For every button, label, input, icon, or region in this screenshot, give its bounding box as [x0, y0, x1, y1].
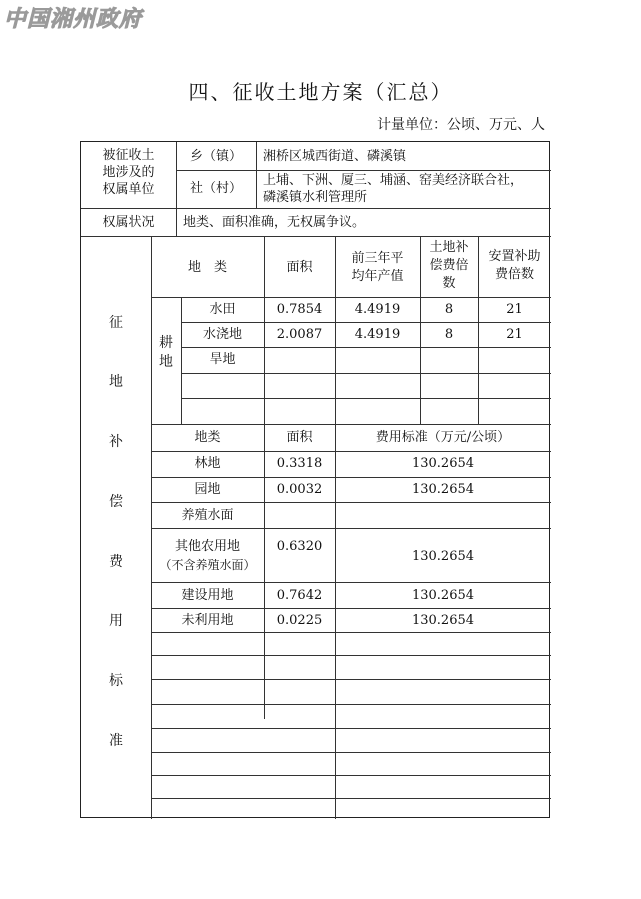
- side-label-char: 用: [109, 613, 123, 629]
- other-row-standard: 130.2654: [411, 456, 475, 471]
- other-header-area: 面积: [286, 430, 313, 445]
- other-row-subname: （不含养殖水面）: [159, 558, 256, 572]
- owner-label-line-1: 被征收土: [102, 148, 155, 163]
- side-label-char: 补: [109, 434, 123, 450]
- township-label: 乡（镇）: [189, 149, 242, 164]
- arable-label-char: 耕: [159, 335, 173, 351]
- header-resettle-mult-line-1: 安置补助: [488, 249, 541, 264]
- arable-row-area: 2.0087: [276, 327, 323, 342]
- other-header-land-type: 地类: [194, 430, 221, 445]
- township-value: 湘桥区城西街道、磷溪镇: [263, 149, 407, 164]
- other-header-standard: 费用标准（万元/公顷）: [375, 430, 511, 445]
- village-value-line-1: 上埔、下洲、厦三、埔涵、窑美经济联合社，: [263, 173, 524, 188]
- side-label-char: 准: [109, 733, 123, 749]
- village-value-line-2: 磷溪镇水利管理所: [263, 190, 368, 205]
- page-title: 四、征收土地方案（汇总）: [188, 80, 453, 104]
- arable-row-avg: 4.4919: [354, 327, 401, 342]
- other-row-standard: 130.2654: [411, 549, 475, 564]
- side-label-char: 地: [109, 374, 123, 390]
- arable-row-name: 水田: [209, 302, 236, 317]
- other-row-area: 0.6320: [276, 539, 323, 554]
- land-acquisition-table: [80, 141, 550, 818]
- other-row-name: 园地: [194, 482, 221, 497]
- other-row-name: 其他农用地: [174, 539, 240, 554]
- status-value: 地类、面积准确，无权属争议。: [183, 215, 366, 230]
- arable-row-area: 0.7854: [276, 302, 323, 317]
- header-land-mult-line-1: 土地补: [429, 240, 469, 255]
- arable-row-name: 旱地: [209, 352, 236, 367]
- arable-row-resettle-mult: 21: [506, 302, 523, 317]
- arable-row-name: 水浇地: [202, 327, 242, 342]
- side-label-char: 征: [109, 315, 123, 331]
- header-area: 面积: [286, 260, 313, 275]
- arable-label-char: 地: [159, 354, 173, 370]
- status-label: 权属状况: [102, 215, 155, 230]
- side-label-char: 标: [109, 673, 123, 689]
- header-avg-output-line-2: 均年产值: [351, 269, 404, 284]
- other-row-area: 0.7642: [276, 588, 323, 603]
- other-row-name: 未利用地: [181, 613, 234, 628]
- village-label: 社（村）: [189, 181, 242, 196]
- other-row-name: 林地: [194, 456, 221, 471]
- header-land-type: 地 类: [187, 260, 227, 275]
- header-resettle-mult-line-2: 费倍数: [494, 267, 534, 282]
- owner-label-line-3: 权属单位: [102, 182, 155, 197]
- header-land-mult-line-2: 偿费倍: [429, 258, 469, 273]
- arable-row-avg: 4.4919: [354, 302, 401, 317]
- other-row-area: 0.0032: [276, 482, 323, 497]
- other-row-standard: 130.2654: [411, 613, 475, 628]
- watermark-logo: 中国湘州政府: [4, 7, 143, 32]
- arable-row-land-mult: 8: [444, 302, 454, 317]
- unit-note: 计量单位：公顷、万元、人: [377, 117, 545, 133]
- owner-label-line-2: 地涉及的: [102, 165, 155, 180]
- other-row-standard: 130.2654: [411, 588, 475, 603]
- other-row-name: 养殖水面: [181, 508, 234, 523]
- other-row-area: 0.3318: [276, 456, 323, 471]
- side-label-char: 偿: [109, 494, 123, 510]
- arable-row-resettle-mult: 21: [506, 327, 523, 342]
- arable-row-land-mult: 8: [444, 327, 454, 342]
- side-label-char: 费: [109, 554, 123, 570]
- other-row-standard: 130.2654: [411, 482, 475, 497]
- other-row-name: 建设用地: [181, 588, 234, 603]
- header-avg-output-line-1: 前三年平: [351, 251, 404, 266]
- other-row-area: 0.0225: [276, 613, 323, 628]
- header-land-mult-line-3: 数: [442, 276, 456, 291]
